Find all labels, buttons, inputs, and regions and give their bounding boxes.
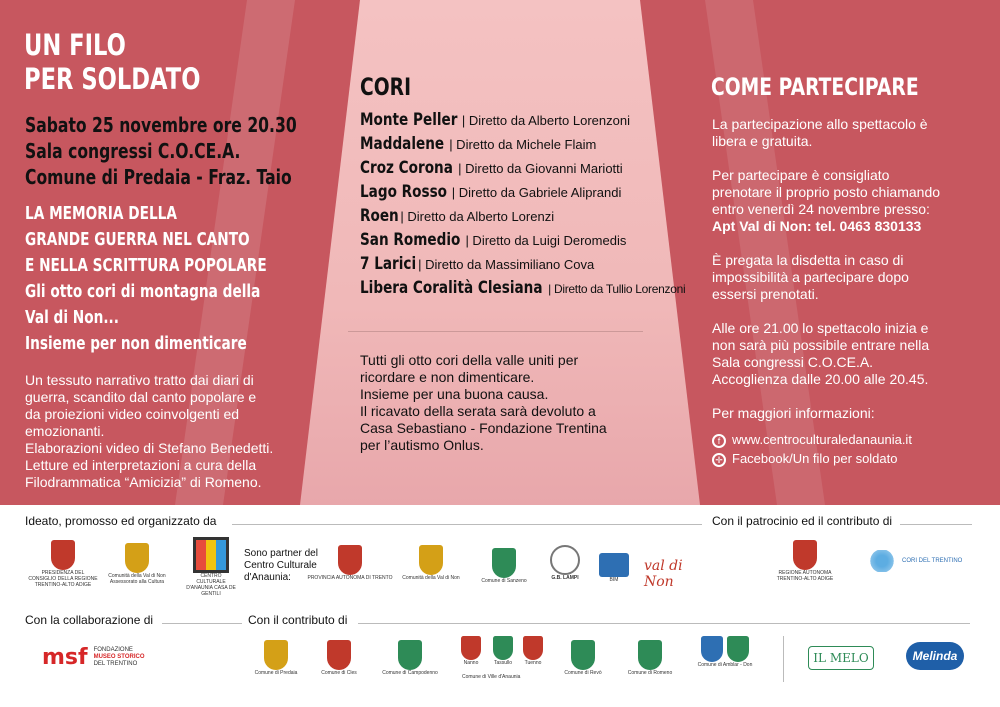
booking-phone: Apt Val di Non: tel. 0463 830133 bbox=[712, 218, 922, 234]
participate-heading bbox=[711, 72, 977, 102]
logo-caption: Tuenno bbox=[524, 660, 542, 666]
list-item bbox=[360, 254, 690, 278]
logo-bim bbox=[594, 553, 634, 583]
description-line: Letture ed interpretazioni a cura della bbox=[25, 457, 257, 473]
wave-icon bbox=[866, 550, 898, 572]
divider bbox=[900, 524, 972, 525]
subtitle-line: GRANDE GUERRA NEL CANTO bbox=[25, 229, 250, 250]
description-line: Filodrammatica “Amicizia” di Romeno. bbox=[25, 474, 262, 490]
choir-name: Roen bbox=[360, 206, 399, 226]
logo-consiglio-regionale bbox=[28, 540, 98, 588]
list-item bbox=[360, 158, 690, 182]
house-icon bbox=[193, 537, 229, 573]
partner-line: Centro Culturale bbox=[244, 560, 317, 571]
logo-caption: Comune di Campodenno bbox=[382, 670, 438, 676]
info-line: impossibilità a partecipare dopo bbox=[712, 269, 909, 285]
shield-icon bbox=[51, 540, 75, 570]
logo-provincia bbox=[307, 545, 393, 581]
shield-icon bbox=[125, 543, 149, 573]
logo-caption: Nanno bbox=[463, 660, 479, 666]
divider bbox=[358, 623, 970, 624]
participate-heading-text: COME PARTECIPARE bbox=[711, 73, 919, 101]
eagle-icon bbox=[338, 545, 362, 575]
logo-gb-lampi bbox=[540, 545, 590, 581]
choir-director: | Diretto da Tullio Lorenzoni bbox=[548, 282, 686, 296]
logo-caption: Comune di Cles bbox=[321, 670, 357, 676]
shield-icon bbox=[492, 548, 516, 578]
partner-line: d'Anaunia: bbox=[244, 572, 291, 583]
info-line: La partecipazione allo spettacolo è bbox=[712, 116, 928, 132]
website-link[interactable] bbox=[712, 431, 992, 448]
medal-icon bbox=[550, 545, 580, 575]
subtitle-line: E NELLA SCRITTURA POPOLARE bbox=[25, 255, 267, 276]
participate-info bbox=[712, 116, 992, 467]
logo-caption-ville: Comune di Ville d'Anaunia bbox=[462, 674, 521, 680]
event-subtitle bbox=[25, 201, 343, 357]
collaborazione-heading: Con la collaborazione di bbox=[25, 613, 154, 627]
logo-comune-sanzeno bbox=[474, 548, 534, 584]
msf-line: FONDAZIONE bbox=[93, 647, 133, 653]
divider bbox=[783, 636, 784, 682]
divider bbox=[232, 524, 702, 525]
logo-caption: G.B. LAMPI bbox=[551, 575, 579, 581]
msf-line: DEL TRENTINO bbox=[93, 661, 138, 667]
shield-icon bbox=[327, 640, 351, 670]
logo-regione bbox=[765, 540, 845, 582]
logo-caption: PRESIDENZA DEL CONSIGLIO DELLA REGIONE TRENTINO-ALTO ADIGE bbox=[28, 570, 98, 588]
description-line: da proiezioni video coinvolgenti ed bbox=[25, 406, 240, 422]
shield-icon bbox=[701, 636, 723, 662]
list-item bbox=[360, 110, 690, 134]
list-item bbox=[360, 230, 690, 254]
event-description bbox=[25, 372, 315, 491]
logo-comune-campodenno bbox=[378, 640, 442, 676]
logo-cori-trentino bbox=[866, 550, 966, 572]
logo-comunita-val-di-non bbox=[396, 545, 466, 581]
shield-icon bbox=[638, 640, 662, 670]
logo-caption: Comune di Amblar - Don bbox=[697, 662, 753, 668]
choirs-heading bbox=[360, 72, 425, 102]
logo-tassullo bbox=[488, 636, 518, 666]
info-line: non sarà più possibile entrare nella bbox=[712, 337, 930, 353]
logo-melinda: Melinda bbox=[906, 642, 964, 670]
event-date: Sabato 25 novembre ore 20.30 bbox=[25, 113, 297, 137]
shield-icon bbox=[461, 636, 481, 660]
event-info bbox=[25, 112, 373, 190]
info-line: essersi prenotati. bbox=[712, 286, 819, 302]
logo-caption: Comune di Revò bbox=[564, 670, 602, 676]
choir-name: Monte Peller bbox=[360, 110, 458, 130]
logo-caption: Comunità della Val di Non Assessorato alla Cultura bbox=[108, 573, 166, 585]
subtitle-line: Val di Non... bbox=[25, 307, 119, 328]
logo-tuenno bbox=[518, 636, 548, 666]
shield-icon bbox=[523, 636, 543, 660]
list-item bbox=[360, 278, 690, 302]
logo-caption: CENTRO CULTURALE D'ANAUNIA CASA DE GENTILI bbox=[186, 573, 236, 597]
facebook-text: Facebook/Un filo per soldato bbox=[732, 451, 898, 466]
info-line: entro venerdì 24 novembre presso: bbox=[712, 201, 930, 217]
info-line: È pregata la disdetta in caso di bbox=[712, 252, 904, 268]
logo-caption: Comune di Predaia bbox=[254, 670, 298, 676]
choir-director: | Diretto da Michele Flaim bbox=[449, 137, 597, 152]
choir-name: Croz Corona bbox=[360, 158, 453, 178]
closing-line: Il ricavato della serata sarà devoluto a bbox=[360, 403, 596, 419]
logo-il-melo: IL MELO bbox=[808, 646, 874, 670]
contributo-heading: Con il contributo di bbox=[248, 613, 348, 627]
choir-director: | Diretto da Luigi Deromedis bbox=[465, 233, 627, 248]
facebook-icon: ✛ bbox=[712, 453, 726, 467]
choir-director: | Diretto da Alberto Lorenzoni bbox=[461, 113, 630, 128]
closing-line: ricordare e non dimenticare. bbox=[360, 369, 535, 385]
logo-comunita-cultura bbox=[102, 543, 172, 585]
event-place: Comune di Predaia - Fraz. Taio bbox=[25, 165, 292, 189]
choir-name: Maddalene bbox=[360, 134, 445, 154]
ideato-heading: Ideato, promosso ed organizzato da bbox=[25, 514, 217, 528]
closing-line: per l’autismo Onlus. bbox=[360, 437, 484, 453]
info-line: Per partecipare è consigliato bbox=[712, 167, 890, 183]
event-title bbox=[24, 28, 250, 96]
logo-centro-culturale bbox=[186, 537, 236, 597]
msf-text bbox=[94, 647, 145, 668]
subtitle-line: Insieme per non dimenticare bbox=[25, 333, 247, 354]
choir-director: | Diretto da Alberto Lorenzi bbox=[400, 209, 555, 224]
logo-caption: Comune di Sanzeno bbox=[481, 578, 527, 584]
choir-name: 7 Larici bbox=[360, 254, 417, 274]
logo-comune-cles bbox=[312, 640, 366, 676]
shield-icon bbox=[793, 540, 817, 570]
choir-director: | Diretto da Giovanni Mariotti bbox=[458, 161, 623, 176]
facebook-link[interactable] bbox=[712, 450, 992, 467]
shield-icon bbox=[571, 640, 595, 670]
list-item bbox=[360, 134, 690, 158]
description-line: Elaborazioni video di Stefano Benedetti. bbox=[25, 440, 274, 456]
logo-comune-amblar-don bbox=[690, 636, 760, 668]
partner-line: Sono partner del bbox=[244, 548, 318, 559]
website-text: www.centroculturaledanaunia.it bbox=[732, 432, 912, 447]
choir-director: | Diretto da Gabriele Aliprandi bbox=[451, 185, 622, 200]
logo-nanno bbox=[456, 636, 486, 666]
info-line: libera e gratuita. bbox=[712, 133, 813, 149]
choirs-list bbox=[360, 110, 690, 302]
shield-icon bbox=[264, 640, 288, 670]
event-venue: Sala congressi C.O.CE.A. bbox=[25, 139, 241, 163]
logo-caption: REGIONE AUTONOMA TRENTINO-ALTO ADIGE bbox=[776, 570, 834, 582]
globe-icon: f bbox=[712, 434, 726, 448]
description-line: Un tessuto narrativo tratto dai diari di bbox=[25, 372, 254, 388]
info-line: Sala congressi C.O.CE.A. bbox=[712, 354, 874, 370]
info-line: Accoglienza dalle 20.00 alle 20.45. bbox=[712, 371, 929, 387]
description-line: guerra, scandito dal canto popolare e bbox=[25, 389, 257, 405]
logo-caption: PROVINCIA AUTONOMA DI TRENTO bbox=[307, 575, 393, 581]
logo-msf bbox=[42, 645, 145, 670]
closing-line: Tutti gli otto cori della valle uniti per bbox=[360, 352, 579, 368]
title-line-2: PER SOLDATO bbox=[24, 62, 201, 96]
logo-caption: Comune di Romeno bbox=[627, 670, 673, 676]
info-line: Alle ore 21.00 lo spettacolo inizia e bbox=[712, 320, 929, 336]
divider bbox=[348, 331, 643, 332]
logo-caption: BIM bbox=[609, 577, 619, 583]
closing-text bbox=[360, 352, 660, 454]
logo-text: val di Non bbox=[644, 558, 683, 590]
shield-icon bbox=[727, 636, 749, 662]
subtitle-line: Gli otto cori di montagna della bbox=[25, 281, 261, 302]
divider bbox=[162, 623, 242, 624]
choir-director: | Diretto da Massimiliano Cova bbox=[418, 257, 595, 272]
logo-caption: Tassullo bbox=[493, 660, 513, 666]
shield-icon bbox=[419, 545, 443, 575]
info-line: Per maggiori informazioni: bbox=[712, 405, 875, 421]
logo-comune-revo bbox=[558, 640, 608, 676]
logo-comune-predaia bbox=[246, 640, 306, 676]
msf-mark: msf bbox=[42, 645, 88, 670]
logo-comune-romeno bbox=[622, 640, 678, 676]
msf-line: MUSEO STORICO bbox=[93, 654, 145, 660]
bim-icon bbox=[599, 553, 629, 577]
subtitle-line: LA MEMORIA DELLA bbox=[25, 203, 177, 224]
shield-icon bbox=[398, 640, 422, 670]
logo-caption: Comunità della Val di Non bbox=[402, 575, 460, 581]
choirs-heading-text: CORI bbox=[360, 73, 412, 101]
description-line: emozionanti. bbox=[25, 423, 105, 439]
title-line-1: UN FILO bbox=[24, 28, 126, 62]
choir-name: Libera Coralità Clesiana bbox=[360, 278, 543, 298]
info-line: prenotare il proprio posto chiamando bbox=[712, 184, 941, 200]
closing-line: Casa Sebastiano - Fondazione Trentina bbox=[360, 420, 607, 436]
logo-caption: CORI DEL TRENTINO bbox=[902, 558, 963, 564]
patrocinio-heading: Con il patrocinio ed il contributo di bbox=[712, 514, 893, 528]
list-item bbox=[360, 206, 690, 230]
shield-icon bbox=[493, 636, 513, 660]
choir-name: San Romedio bbox=[360, 230, 461, 250]
closing-line: Insieme per una buona causa. bbox=[360, 386, 549, 402]
logo-val-di-non bbox=[644, 558, 710, 590]
list-item bbox=[360, 182, 690, 206]
choir-name: Lago Rosso bbox=[360, 182, 448, 202]
